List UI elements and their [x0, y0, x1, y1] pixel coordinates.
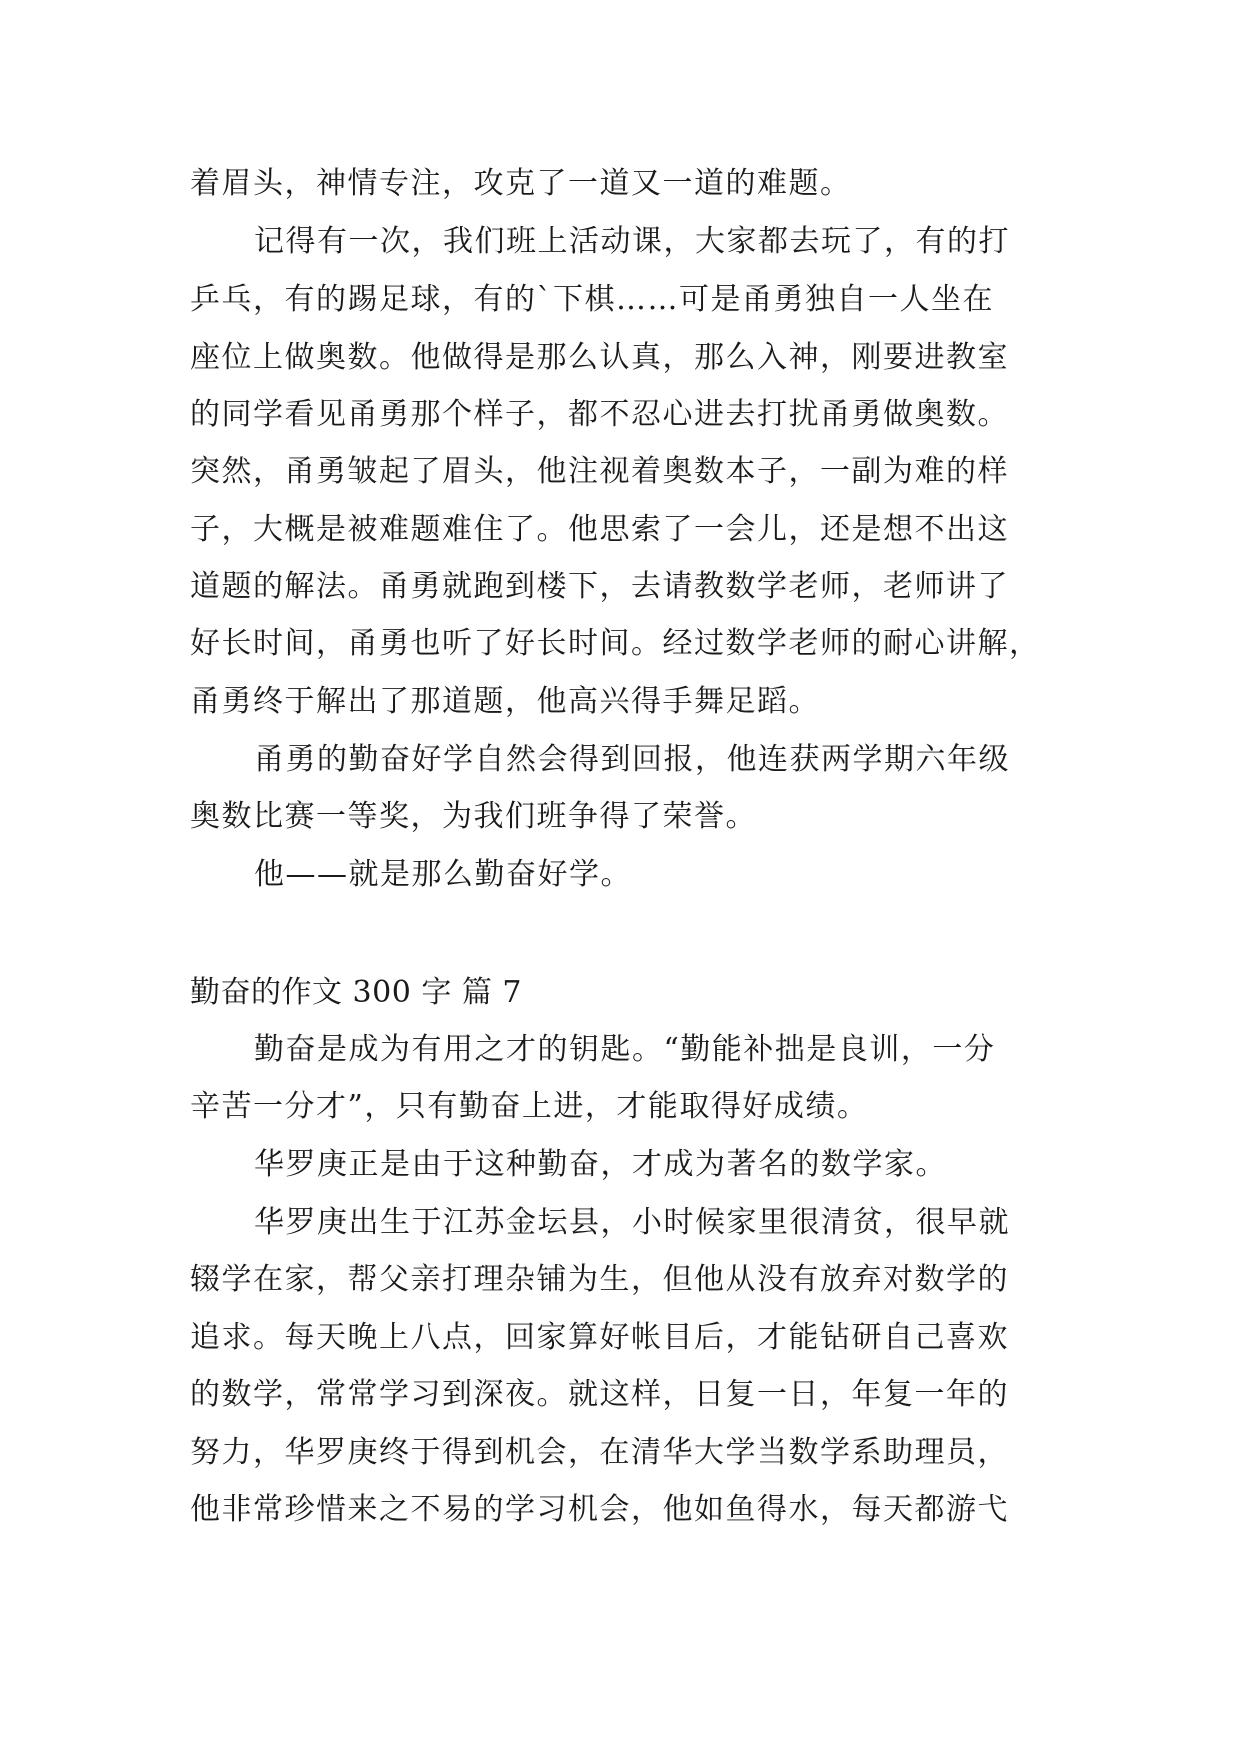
paragraph-text: 甬勇终于解出了那道题，他高兴得手舞足蹈。: [190, 684, 820, 719]
text-line: [0, 1139, 1241, 1191]
paragraph-text: 努力，华罗庚终于得到机会，在清华大学当数学系助理员，: [190, 1435, 1009, 1470]
text-line: [0, 332, 1241, 384]
text-line: [0, 504, 1241, 556]
paragraph-text: 好长时间，甬勇也听了好长时间。经过数学老师的耐心讲解，: [190, 626, 1041, 661]
paragraph-text: 座位上做奥数。他做得是那么认真，那么入神，刚要进教室: [190, 340, 1009, 375]
paragraph-text: 道题的解法。甬勇就跑到楼下，去请教数学老师，老师讲了: [190, 569, 1009, 604]
text-line: [0, 389, 1241, 441]
text-line: [0, 1081, 1241, 1133]
paragraph-text: 奥数比赛一等奖，为我们班争得了荣誉。: [190, 799, 757, 834]
paragraph-text: 着眉头，神情专注，攻克了一道又一道的难题。: [190, 166, 852, 201]
text-line: [0, 618, 1241, 670]
text-line: [0, 1427, 1241, 1479]
text-line: [0, 1369, 1241, 1421]
text-line: [0, 561, 1241, 613]
section-heading-text: 勤奋的作文 300 字 篇 7: [190, 975, 522, 1010]
paragraph-text: 的同学看见甬勇那个样子，都不忍心进去打扰甬勇做奥数。: [190, 397, 1009, 432]
paragraph-text: 他非常珍惜来之不易的学习机会，他如鱼得水，每天都游弋: [190, 1492, 1009, 1527]
paragraph-text: 突然，甬勇皱起了眉头，他注视着奥数本子，一副为难的样: [190, 454, 1009, 489]
paragraph-text: 辛苦一分才”，只有勤奋上进，才能取得好成绩。: [190, 1089, 869, 1124]
paragraph-text: 勤奋是成为有用之才的钥匙。“勤能补拙是良训，一分: [254, 1032, 996, 1067]
text-line: [0, 158, 1241, 210]
text-line: [0, 1024, 1241, 1076]
text-line: [0, 734, 1241, 786]
paragraph-text: 他——就是那么勤奋好学。: [254, 857, 632, 892]
paragraph-text: 甬勇的勤奋好学自然会得到回报，他连获两学期六年级: [254, 742, 1010, 777]
text-line: [0, 676, 1241, 728]
text-line: [0, 216, 1241, 268]
paragraph-text: 辍学在家，帮父亲打理杂铺为生，但他从没有放弃对数学的: [190, 1262, 1009, 1297]
section-heading: [0, 967, 1241, 1019]
text-line: [0, 1254, 1241, 1306]
paragraph-text: 记得有一次，我们班上活动课，大家都去玩了，有的打: [254, 224, 1010, 259]
paragraph-text: 的数学，常常学习到深夜。就这样，日复一日，年复一年的: [190, 1377, 1009, 1412]
paragraph-text: 华罗庚正是由于这种勤奋，才成为著名的数学家。: [254, 1147, 947, 1182]
text-line: [0, 274, 1241, 326]
text-line: [0, 1484, 1241, 1536]
text-line: [0, 1312, 1241, 1364]
text-line: [0, 1197, 1241, 1249]
paragraph-text: 追求。每天晚上八点，回家算好帐目后，才能钻研自己喜欢: [190, 1320, 1009, 1355]
paragraph-text: 子，大概是被难题难住了。他思索了一会儿，还是想不出这: [190, 512, 1009, 547]
text-line: [0, 446, 1241, 498]
paragraph-text: 华罗庚出生于江苏金坛县，小时候家里很清贫，很早就: [254, 1205, 1010, 1240]
text-line: [0, 791, 1241, 843]
text-line: [0, 849, 1241, 901]
paragraph-text: 乒乓，有的踢足球，有的`下棋……可是甬勇独自一人坐在: [190, 282, 994, 317]
